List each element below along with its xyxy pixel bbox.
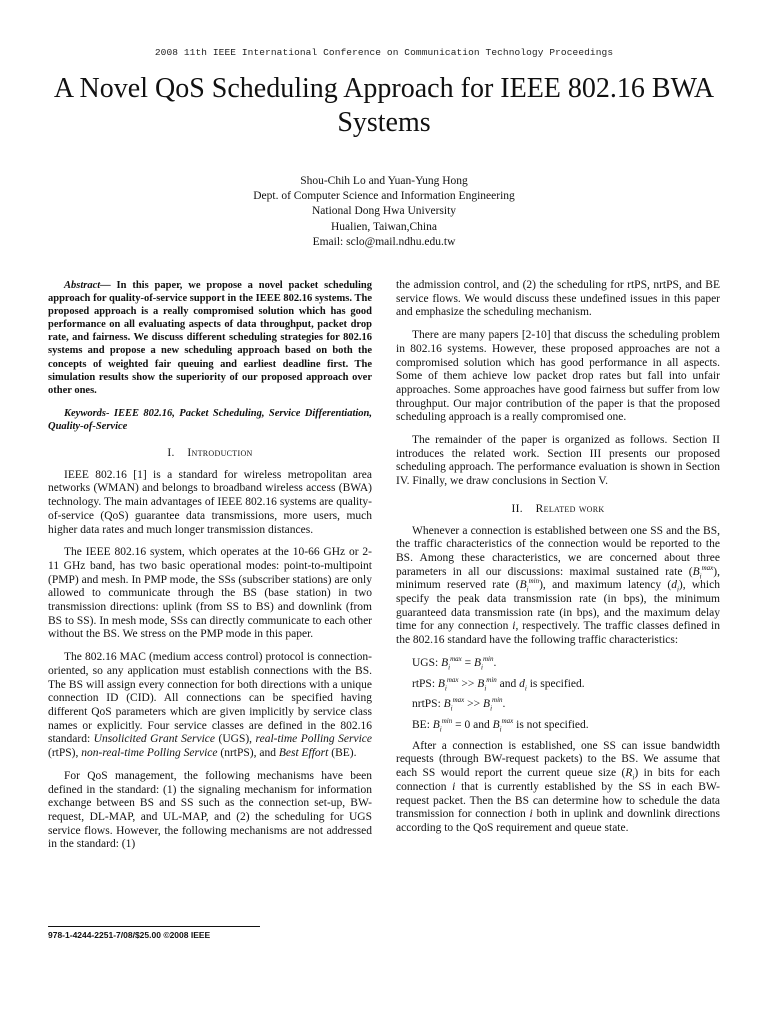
intro-paragraph-2: The IEEE 802.16 system, which operates at the 10-66 GHz or 2-11 GHz band, has two basic operational modes: point-to-multipoint (PMP) and mesh. In PMP mode, the SSs (subscriber stations) are only allowed to communicate through the BS (base station) in two transmission directions: uplink (from SS to BS) and downlink (from BS to SS). In mesh mode, SSs can directly communicate to each other without the BS. We stress on the PMP mode in this paper. (48, 546, 372, 641)
section-heading-related-work: II. Related work (511, 502, 605, 515)
paper-title: A Novel QoS Scheduling Approach for IEEE 802.16 BWA Systems (53, 73, 715, 138)
copyright-footer: 978-1-4244-2251-7/08/$25.00 ©2008 IEEE (48, 926, 260, 940)
formula-ugs: UGS: $B_i^{max} = B_i^{min}$. (412, 655, 497, 672)
conference-header: 2008 11th IEEE International Conference on Communication Technology Proceedings (154, 47, 614, 58)
formula-nrtps: nrtPS: $B_i^{max} >> B_i^{min}$. (412, 696, 506, 713)
author-names: Shou-Chih Lo and Yuan-Yung Hong (300, 175, 468, 187)
left-column (48, 279, 372, 861)
author-email: Email: sclo@mail.ndhu.edu.tw (312, 235, 456, 248)
right-column (396, 279, 720, 845)
abstract: Abstract— In this paper, we propose a novel packet scheduling approach for quality-of-service support in the IEEE 802.16 systems. The proposed approach is a really compromised solution which has good performance on all evaluating aspects of data throughput, packet drop rate, and fairness. We discuss different scheduling strategies for 802.16 systems and propose a new scheduling approach based on both the concepts of weighted fair queuing and earliest deadline first. The simulation results show the superiority of our proposed approach over other ones. (48, 280, 372, 396)
author-location: Hualien, Taiwan,China (331, 220, 437, 233)
related-paragraph-1: Whenever a connection is established between one SS and the BS, the traffic characteristics of the connection would be reported to the BS. Among these characteristics, we are concerned about three parameters in all our discussions: maximal sustained rate $(B_i^{max})$, minimum reserved rate $(B_i^{min})$, and maximum latency $(d_i)$, which specify the peak data transmission rate (in bps), the minimum guaranteed data transmission rate (in bps), and the maximum delay time for any connection i, respectively. The traffic classes defined in the 802.16 standard have the following traffic characteristics: (396, 524, 721, 647)
intro-paragraph-1: IEEE 802.16 [1] is a standard for wireless metropolitan area networks (WMAN) and belongs to broadband wireless access (BWA) technology. The main advantages of IEEE 802.16 systems are quality-of-service (QoS) guarantee data transmissions, more users, much higher data rates and much longer transmission distances. (48, 468, 372, 536)
intro-paragraph-3: The 802.16 MAC (medium access control) protocol is connection-oriented, so any application must establish connections with the BS. The BS will assign every connection for both directions with a unique connection ID (CID). All connections can be specified having different QoS parameters which are given implicitly by service class names or explicitly. Four service classes are defined in the 802.16 standard: Unsolicited Grant Service (UGS), real-time Polling Service (rtPS), non-real-time Polling Service (nrtPS), and Best Effort (BE). (48, 651, 372, 760)
abstract-label: Abstract (64, 280, 101, 291)
author-university: National Dong Hwa University (311, 205, 457, 218)
intro-paragraph-4: For QoS management, the following mechanisms have been defined in the standard: (1) the signaling mechanism for information exchange between BS and SS such as the connection set-up, BW-request, DL-MAP, and UL-MAP, and (2) the scheduling for UGS service flows. However, the following mechanisms are not addressed in the standard: (1) (48, 769, 372, 851)
keywords: Keywords- IEEE 802.16, Packet Scheduling, Service Differentiation, Quality-of-Service (48, 407, 372, 432)
related-paragraph-2: After a connection is established, one SS can issue bandwidth requests (through BW-request packets) to the BS. We assume that each SS would report the current queue size $(R_i)$ in bits for each connection i that is currently established by the SS in each BW-request packet. Then the BS can determine how to schedule the data transmission for connection i both in uplink and downlink directions according to the QoS requirement and queue state. (396, 739, 721, 834)
formula-rtps: rtPS: $B_i^{max} >> B_i^{min}$ and $d_i$ is specified. (412, 675, 585, 692)
abstract-text: In this paper, we propose a novel packet scheduling approach for quality-of-service support in the IEEE 802.16 systems. The proposed approach is a really compromised solution which has good performance on all evaluating aspects of data throughput, packet drop rate, and fairness. We discuss different scheduling strategies for 802.16 systems and propose a new scheduling approach based on both the concepts of weighted fair queuing and earliest deadline first. The simulation results show the superiority of our proposed approach over other ones. (48, 280, 372, 396)
intro-paragraph-6: The remainder of the paper is organized as follows. Section II introduces the related work. Section III presents our proposed scheduling approach. The performance evaluation is shown in Section IV. Finally, we draw conclusions in Section V. (396, 434, 720, 488)
intro-paragraph-5: There are many papers [2-10] that discuss the scheduling problem in 802.16 systems. However, these proposed approaches are not a compromised solution which has good performance in all aspects. Some of them achieve low packet drop rates but fall into unfair approaches. Some approaches have good fairness but suffer from low throughput. Our major contribution of the paper is that the proposed scheduling approach is a really compromised one. (396, 329, 720, 424)
author-block (0, 174, 768, 250)
section-heading-introduction: I. Introduction (167, 447, 253, 460)
intro-paragraph-4-continued: the admission control, and (2) the scheduling for rtPS, nrtPS, and BE service flows. We would discuss these undefined issues in this paper and emphasize the scheduling mechanism. (396, 279, 720, 319)
author-department: Dept. of Computer Science and Information Engineering (253, 190, 515, 203)
formula-be: BE: $B_i^{min} = 0$ and $B_i^{max}$ is not specified. (412, 717, 589, 734)
